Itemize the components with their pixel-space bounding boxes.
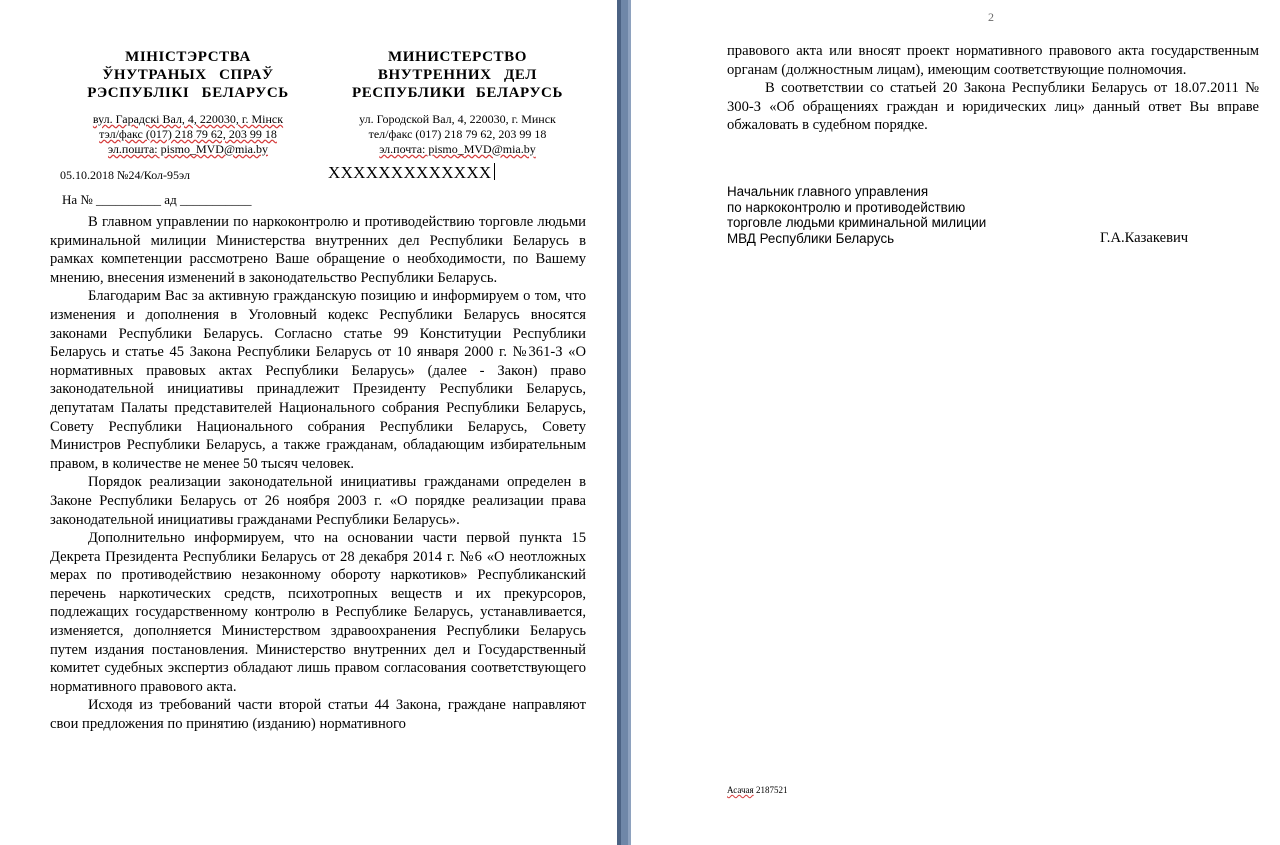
- recipient-field[interactable]: [328, 163, 495, 183]
- ministry-name-ru-line-3: РЕСПУБЛИКИ БЕЛАРУСЬ: [351, 85, 564, 101]
- outgoing-date-number: 05.10.2018 №24/Кол-95эл: [60, 168, 190, 182]
- phone-by: тэл/факс (017) 218 79 62, 203 99 18: [99, 127, 277, 141]
- ministry-name-by-line-3: РЭСПУБЛІКІ БЕЛАРУСЬ: [87, 85, 289, 101]
- letter-body-page-2: [727, 42, 1259, 135]
- contact-block-ru: [325, 112, 590, 157]
- signatory-title-line: МВД Республики Беларусь: [727, 230, 895, 246]
- ministry-name-by-line-2: ЎНУТРАНЫХ СПРАЎ: [102, 67, 274, 83]
- page-number: 2: [988, 10, 994, 24]
- letterhead-belarusian: [58, 48, 318, 157]
- paragraph: В главном управлении по наркоконтролю и противодействию торговле людьми криминальной милиции Министерства внутренних дел Республики Беларусь в рамках компетенции рассмотрено Ваше обращение о необходимости, по Вашему мнению, внесения изменений в законодательство Республики Беларусь.: [50, 214, 586, 286]
- recipient-text: XXXXXXXXXXXXX: [328, 163, 492, 182]
- letter-body-page-1: [50, 213, 586, 734]
- page-separator: [617, 0, 631, 845]
- letterhead-russian: [325, 48, 590, 157]
- address-by: вул. Гарадскі Вал, 4, 220030, г. Мінск: [92, 112, 284, 126]
- email-by: эл.пошта: pismo_MVD@mia.by: [107, 142, 269, 156]
- executor-name: Асачая: [727, 785, 754, 795]
- ministry-name-ru-line-1: МИНИСТЕРСТВО: [387, 49, 528, 65]
- executor-note: [727, 785, 787, 795]
- contact-block-by: [58, 112, 318, 157]
- executor-phone: 2187521: [755, 785, 788, 795]
- signatory-name: Г.А.Казакевич: [1100, 229, 1189, 246]
- signatory-title-line: торговле людьми криминальной милиции: [727, 215, 987, 231]
- ministry-name-by-line-1: МІНІСТЭРСТВА: [125, 49, 251, 65]
- address-ru: ул. Городской Вал, 4, 220030, г. Минск: [359, 112, 556, 126]
- paragraph: Порядок реализации законодательной инициативы гражданами определен в Законе Республики Беларусь от 26 ноября 2003 г. «О порядке реализации права законодательной инициативы гражданами Республики Беларусь».: [50, 474, 586, 528]
- signatory-title-last: [727, 231, 1237, 247]
- paragraph-continuation: правового акта или вносят проект нормативного правового акта государственным органам (должностным лицам), имеющим соответствующие полномочия.: [727, 43, 1259, 78]
- signatory-title-line: Начальник главного управления: [727, 184, 929, 199]
- phone-ru: тел/факс (017) 218 79 62, 203 99 18: [368, 127, 547, 141]
- reply-reference: На № __________ ад ___________: [62, 192, 252, 207]
- document-page-1: [0, 0, 617, 845]
- document-page-2: [631, 0, 1280, 845]
- ministry-name-ru-line-2: ВНУТРЕННИХ ДЕЛ: [377, 67, 538, 83]
- paragraph: Исходя из требований части второй статьи 44 Закона, граждане направляют свои предложения по принятию (изданию) нормативного: [50, 697, 586, 733]
- email-ru: эл.почта: pismo_MVD@mia.by: [379, 142, 536, 156]
- paragraph: Дополнительно информируем, что на основании части первой пункта 15 Декрета Президента Республики Беларусь от 28 декабря 2014 г. №6 «О неотложных мерах по противодействию незаконному обороту наркотиков» Республиканский перечень наркотических средств, психотропных веществ и их прекурсоров, подлежащих государственному контролю в Республике Беларусь, устанавливается, изменяется, дополняется Министерством здравоохранения Республики Беларусь путем издания постановления. Министерство внутренних дел и Государственный комитет судебных экспертиз обладают лишь правом согласования соответствующего нормативного правового акта.: [50, 530, 586, 695]
- paragraph: В соответствии со статьей 20 Закона Республики Беларусь от 18.07.2011 № 300-З «Об обращениях граждан и юридических лиц» данный ответ Вы вправе обжаловать в судебном порядке.: [727, 80, 1259, 134]
- signature-block: [727, 184, 1237, 246]
- text-cursor: [494, 163, 495, 180]
- signatory-title-line: по наркоконтролю и противодействию: [727, 199, 966, 215]
- paragraph: Благодарим Вас за активную гражданскую позицию и информируем о том, что изменения и дополнения в Уголовный кодекс Республики Беларусь вносятся законами Республики Беларусь. Согласно статье 99 Конституции Республики Беларусь и статье 45 Закона Республики Беларусь от 10 января 2000 г. №361-З «О нормативных правовых актах Республики Беларусь» (далее - Закон) право законодательной инициативы принадлежит Президенту Республики Беларусь, депутатам Палаты представителей Национального собрания Республики Беларусь, Совету Республики Национального собрания Республики Беларусь, Совету Министров Республики Беларусь, а также гражданам, обладающим избирательным правом, в количестве не менее 50 тысяч человек.: [50, 288, 586, 472]
